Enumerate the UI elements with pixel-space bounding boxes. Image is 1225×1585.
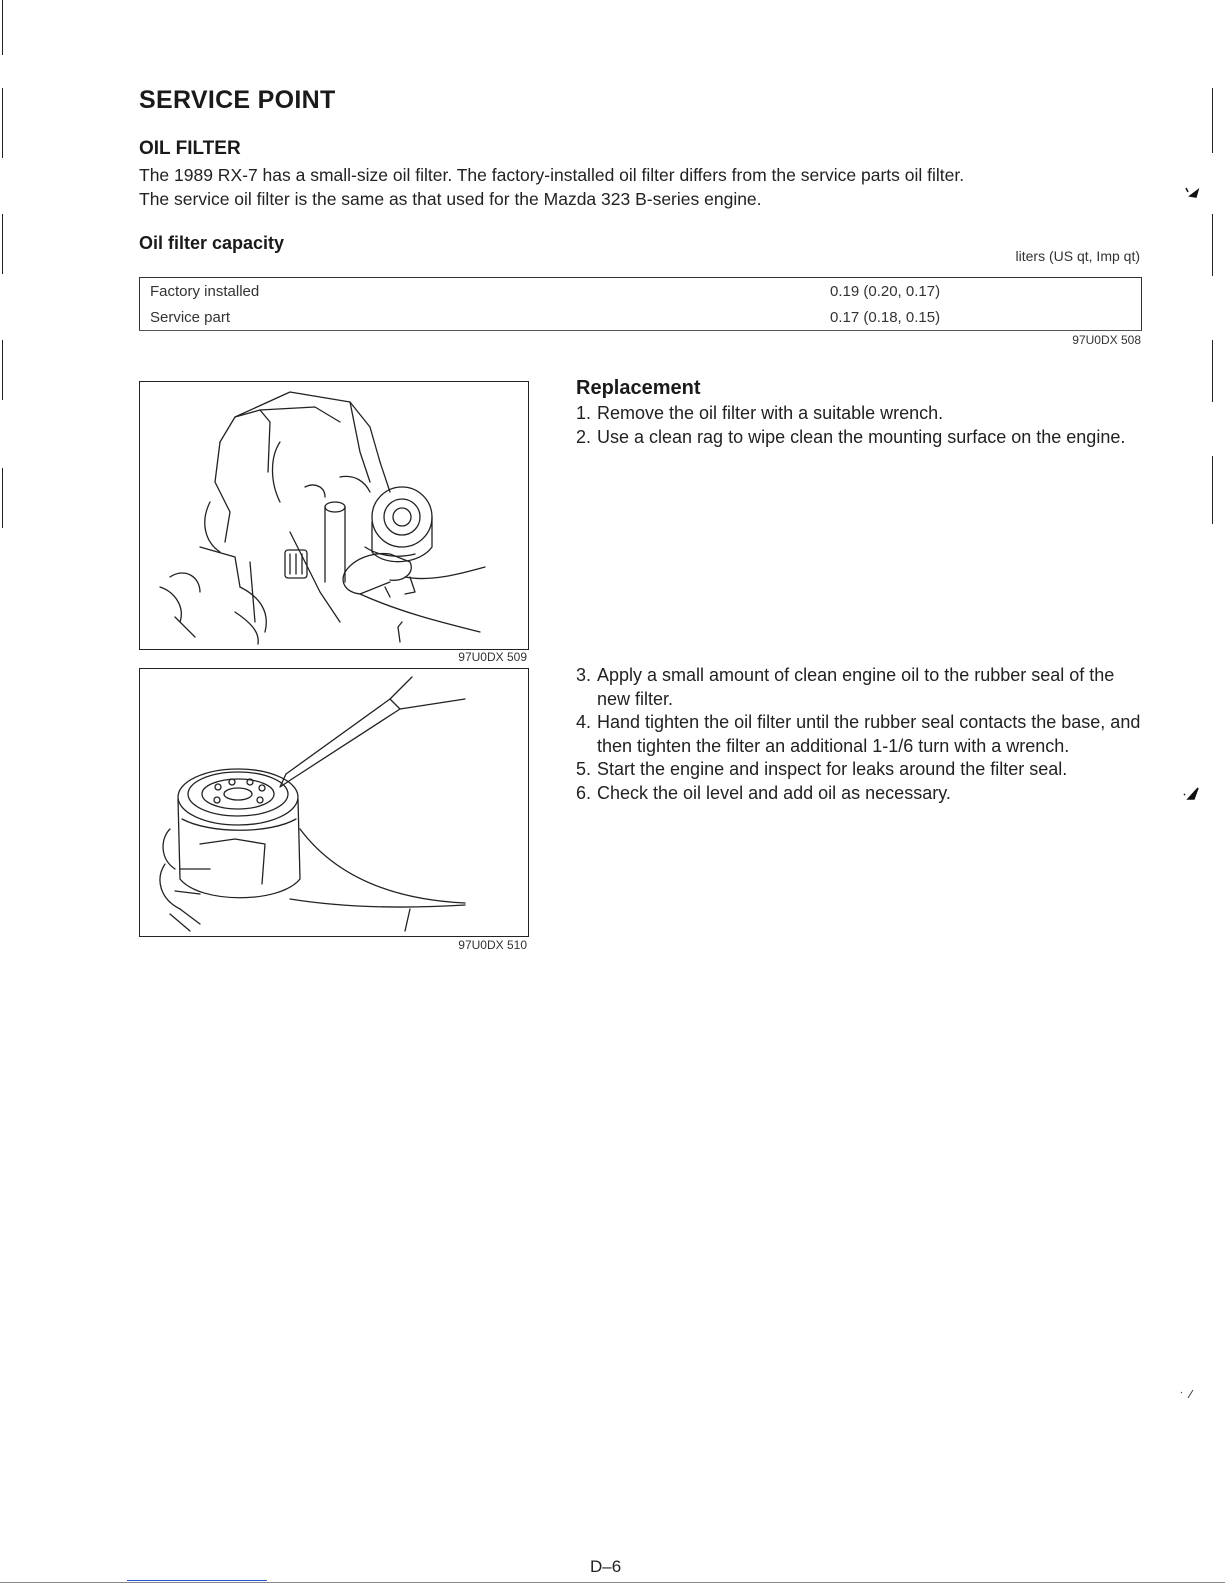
step-number: 3.: [576, 665, 592, 685]
step-number: 2.: [576, 426, 592, 447]
capacity-label: Factory installed: [140, 278, 821, 305]
scan-mark: [1180, 1386, 1194, 1400]
step-text: Use a clean rag to wipe clean the mounting surface on the engine.: [597, 426, 1126, 447]
oil-filter-intro: [139, 163, 1149, 211]
page-title: SERVICE POINT: [139, 86, 336, 114]
list-item: [576, 758, 1142, 782]
scan-edge-left: [2, 88, 3, 158]
scan-edge-left: [2, 0, 3, 55]
scan-edge-left: [2, 340, 3, 400]
list-item: [576, 426, 1142, 450]
page-number: D–6: [590, 1557, 622, 1576]
capacity-spacer: [1030, 304, 1142, 331]
figure-1-code: 97U0DX 509: [458, 650, 527, 664]
capacity-heading: Oil filter capacity: [139, 233, 285, 253]
replacement-heading: Replacement: [576, 377, 701, 399]
replacement-steps-3-6: [576, 664, 1142, 805]
list-item: [576, 782, 1142, 806]
scan-edge-left: [2, 214, 3, 274]
step-text: Apply a small amount of clean engine oil to the rubber seal of the new filter.: [597, 665, 1115, 709]
figure-filter-removal: [139, 381, 529, 650]
scan-edge-right: [1212, 88, 1213, 153]
step-number: 5.: [576, 759, 592, 779]
step-number: 1.: [576, 403, 592, 423]
scan-bottom-line-blue: [127, 1580, 267, 1581]
figure-oil-seal: [139, 668, 529, 937]
capacity-spacer: [1030, 278, 1142, 305]
scan-edge-right: [1212, 214, 1213, 276]
step-text: Remove the oil filter with a suitable wrench.: [597, 403, 944, 423]
intro-line-1: The 1989 RX-7 has a small-size oil filter. The factory-installed oil filter differs from the service parts oil filter.: [139, 165, 965, 185]
figure-2-code: 97U0DX 510: [458, 938, 527, 952]
scan-bottom-line: [0, 1582, 1225, 1583]
scan-mark: [1182, 786, 1200, 802]
list-item: [576, 711, 1142, 758]
table-row: [140, 304, 1142, 331]
scan-edge-right: [1212, 456, 1213, 524]
step-number: 6.: [576, 782, 592, 803]
capacity-label: Service part: [140, 304, 821, 331]
list-item: [576, 664, 1142, 711]
intro-line-2: The service oil filter is the same as that used for the Mazda 323 B-series engine.: [139, 189, 762, 209]
table-row: [140, 278, 1142, 305]
scan-edge-left: [2, 468, 3, 528]
capacity-value: 0.19 (0.20, 0.17): [820, 278, 1030, 305]
scan-mark: [1184, 186, 1200, 200]
oil-filter-heading: OIL FILTER: [139, 138, 241, 159]
replacement-steps-1-2: [576, 402, 1142, 449]
engine-wrench-illustration: [140, 382, 528, 649]
capacity-value: 0.17 (0.18, 0.15): [820, 304, 1030, 331]
capacity-figure-code: 97U0DX 508: [1072, 333, 1141, 347]
list-item: [576, 402, 1142, 426]
step-number: 4.: [576, 712, 592, 732]
step-text: Hand tighten the oil filter until the rubber seal contacts the base, and then tighten the filter an additional 1-1/6 turn with a wrench.: [597, 712, 1141, 756]
scan-edge-right: [1212, 340, 1213, 402]
capacity-units: liters (US qt, Imp qt): [1015, 248, 1140, 264]
capacity-table: [139, 277, 1142, 331]
oil-filter-seal-illustration: [140, 669, 528, 936]
step-text: Start the engine and inspect for leaks around the filter seal.: [597, 759, 1068, 779]
step-text: Check the oil level and add oil as necessary.: [597, 782, 951, 803]
